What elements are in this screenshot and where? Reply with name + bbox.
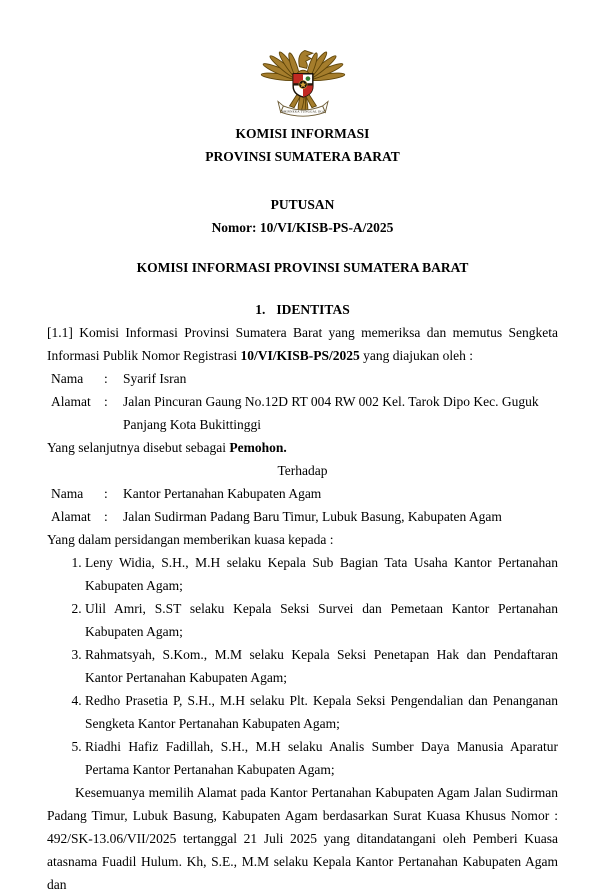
section-title: IDENTITAS <box>276 302 350 317</box>
kuasa-item-4: 4. Redho Prasetia P, S.H., M.H selaku Plt. Kepala Seksi Pengendalian dan Penanganan Sengketa Kantor Pertanahan Kabupaten Agam; <box>85 689 558 735</box>
termohon-nama-value: Kantor Pertanahan Kabupaten Agam <box>123 486 322 501</box>
paragraph-1-1-text: [1.1] Komisi Informasi Provinsi Sumatera Barat yang memeriksa dan memutus Sengketa Informasi Publik Nomor Registrasi <box>47 325 558 363</box>
issuing-body-heading: KOMISI INFORMASI PROVINSI SUMATERA BARAT <box>136 260 469 275</box>
colon-separator: : <box>104 486 108 501</box>
pemohon-note <box>47 436 558 459</box>
pemohon-nama-row <box>47 367 570 390</box>
document-type-title: PUTUSAN <box>270 197 335 212</box>
paragraph-1-1-tail: yang diajukan oleh : <box>359 348 473 363</box>
pemohon-nama-label: Nama <box>51 371 84 386</box>
termohon-nama-label: Nama <box>51 486 84 501</box>
kuasa-item-1: 1. Leny Widia, S.H., M.H selaku Kepala Sub Bagian Tata Usaha Kantor Pertanahan Kabupaten Agam; <box>85 551 558 597</box>
termohon-alamat-label: Alamat <box>51 509 91 524</box>
org-name-line1: KOMISI INFORMASI <box>235 126 370 141</box>
kuasa-intro: Yang dalam persidangan memberikan kuasa kepada : <box>47 532 334 547</box>
emblem-motto: BHINNEKA TUNGGAL IKA <box>281 109 324 114</box>
pemohon-note-text: Yang selanjutnya disebut sebagai <box>47 440 230 455</box>
colon-separator: : <box>104 394 108 409</box>
kuasa-item-3: 3. Rahmatsyah, S.Kom., M.M selaku Kepala Seksi Penetapan Hak dan Pendaftaran Kantor Pertanahan Kabupaten Agam; <box>85 643 558 689</box>
pemohon-alamat-row <box>47 390 570 436</box>
pemohon-alamat-value: Jalan Pincuran Gaung No.12D RT 004 RW 002 Kel. Tarok Dipo Kec. Guguk Panjang Kota Bukittinggi <box>123 394 539 432</box>
org-name-line2: PROVINSI SUMATERA BARAT <box>205 149 400 164</box>
pemohon-nama-value: Syarif Isran <box>123 371 187 386</box>
garuda-pancasila-icon <box>257 38 349 122</box>
document-number: Nomor: 10/VI/KISB-PS-A/2025 <box>211 220 394 235</box>
termohon-alamat-row <box>47 505 570 528</box>
colon-separator: : <box>104 371 108 386</box>
termohon-alamat-value: Jalan Sudirman Padang Baru Timur, Lubuk Basung, Kabupaten Agam <box>123 509 502 524</box>
garuda-pancasila-emblem <box>47 38 558 122</box>
section-heading-identitas <box>47 298 558 321</box>
pemohon-note-bold: Pemohon. <box>229 440 287 455</box>
closing-paragraph: Kesemuanya memilih Alamat pada Kantor Pertanahan Kabupaten Agam Jalan Sudirman Padang Timur, Lubuk Basung, Kabupaten Agam berdasarkan Surat Kuasa Khusus Nomor : 492/SK-13.06/VII/2025 tertanggal 21 Juli 2025 yang ditandatangani oleh Pemberi Kuasa atasnama Fuadil Hulum. Kh, S.E., M.M selaku Kepala Kantor Pertanahan Kabupaten Agam dan <box>47 785 558 892</box>
paragraph-1-1 <box>47 321 558 367</box>
registration-number: 10/VI/KISB-PS/2025 <box>240 348 360 363</box>
pemohon-alamat-label: Alamat <box>51 394 91 409</box>
termohon-nama-row <box>47 482 570 505</box>
terhadap-label: Terhadap <box>277 463 328 478</box>
organization-name <box>47 122 558 168</box>
section-number: 1. <box>255 302 266 317</box>
colon-separator: : <box>104 509 108 524</box>
kuasa-item-5: 5. Riadhi Hafiz Fadillah, S.H., M.H selaku Analis Sumber Daya Manusia Aparatur Pertama Kantor Pertanahan Kabupaten Agam; <box>85 735 558 781</box>
kuasa-list <box>47 551 558 781</box>
kuasa-item-2: 2. Ulil Amri, S.ST selaku Kepala Seksi Survei dan Pemetaan Kantor Pertanahan Kabupaten Agam; <box>85 597 558 643</box>
document-title-block <box>47 193 558 239</box>
